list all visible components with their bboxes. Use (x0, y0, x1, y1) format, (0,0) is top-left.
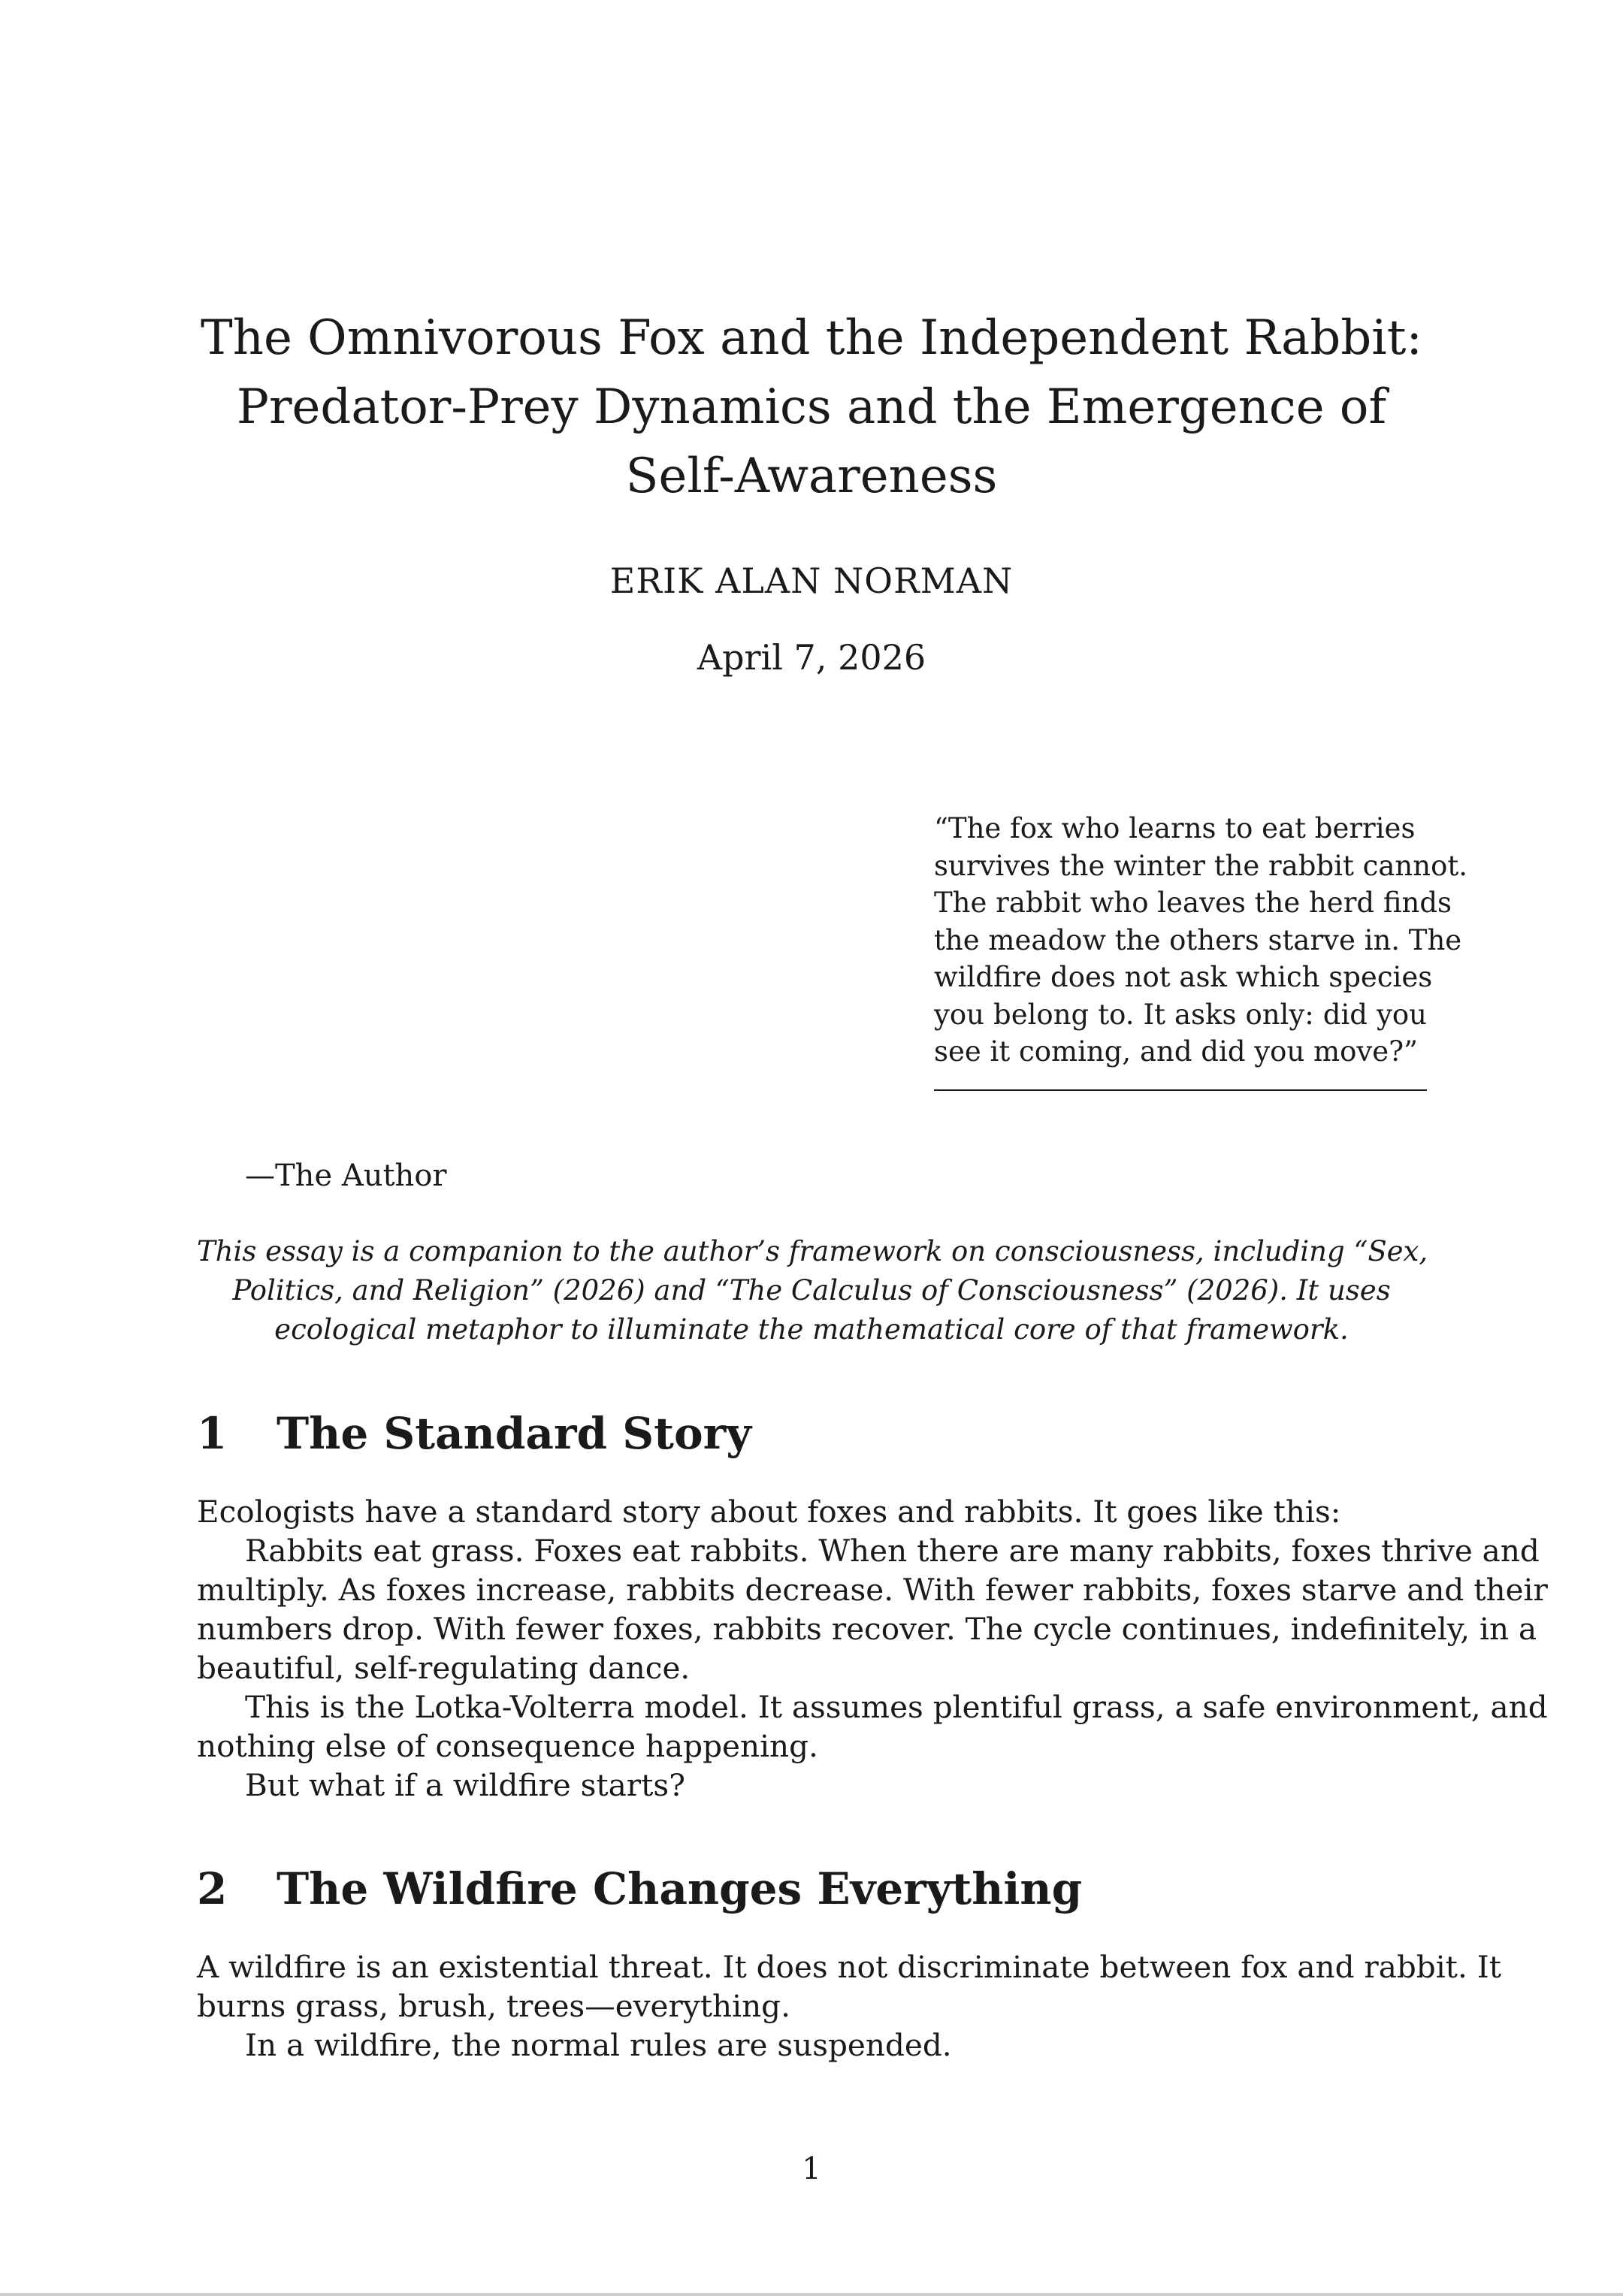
paragraph-line: But what if a wildfire starts? (245, 1767, 685, 1803)
paragraph-line: beautiful, self-regulating dance. (197, 1650, 691, 1686)
author-name: ERIK ALAN NORMAN (609, 560, 1014, 601)
companion-line: ecological metaphor to illuminate the mathematical core of that framework. (274, 1313, 1349, 1346)
page-bottom-edge (0, 2293, 1623, 2296)
epigraph-line: The rabbit who leaves the herd finds (934, 887, 1452, 919)
epigraph-line: “The fox who learns to eat berries (934, 812, 1416, 844)
publication-date: April 7, 2026 (697, 637, 926, 678)
section-title: The Wildfire Changes Everything (277, 1863, 1083, 1914)
paragraph-line: A wildfire is an existential threat. It does not discriminate between fox and rabbit. It (197, 1949, 1501, 1985)
section-heading (197, 1860, 1082, 1917)
paragraph-line: multiply. As foxes increase, rabbits decrease. With fewer rabbits, foxes starve and their (197, 1572, 1548, 1608)
epigraph-line: see it coming, and did you move?” (934, 1035, 1418, 1068)
paper-title (197, 304, 1426, 511)
title-line: The Omnivorous Fox and the Independent Rabbit: (201, 310, 1422, 366)
title-line: Self-Awareness (625, 449, 998, 504)
paragraph-line: This is the Lotka-Volterra model. It assumes plentiful grass, a safe environment, and (245, 1689, 1548, 1725)
companion-line: This essay is a companion to the author’s framework on consciousness, including “Sex, (197, 1235, 1428, 1267)
paragraph-line: Rabbits eat grass. Foxes eat rabbits. When there are many rabbits, foxes thrive and (245, 1533, 1540, 1569)
section-title: The Standard Story (277, 1408, 751, 1459)
paragraph-line: nothing else of consequence happening. (197, 1728, 818, 1764)
section-number: 1 (197, 1408, 228, 1459)
paragraph-line: Ecologists have a standard story about foxes and rabbits. It goes like this: (197, 1494, 1341, 1530)
epigraph-line: survives the winter the rabbit cannot. (934, 849, 1467, 882)
companion-line: Politics, and Religion” (2026) and “The Calculus of Consciousness” (2026). It uses (232, 1274, 1391, 1307)
title-line: Predator-Prey Dynamics and the Emergence of (236, 379, 1387, 435)
epigraph-line: you belong to. It asks only: did you (934, 998, 1427, 1031)
epigraph-quote (934, 810, 1467, 1071)
section-heading (197, 1405, 751, 1462)
companion-note (197, 1232, 1426, 1349)
epigraph-attribution: —The Author (245, 1159, 447, 1193)
epigraph-divider (934, 1089, 1427, 1091)
paragraph-line: numbers drop. With fewer foxes, rabbits recover. The cycle continues, indefinitely, in a (197, 1611, 1537, 1647)
paragraph-line: In a wildfire, the normal rules are suspended. (245, 2027, 952, 2063)
section-number: 2 (197, 1863, 228, 1914)
page-number: 1 (802, 2152, 821, 2186)
epigraph-line: the meadow the others starve in. The (934, 923, 1462, 956)
paragraph-line: burns grass, brush, trees—everything. (197, 1988, 790, 2024)
epigraph-line: wildfire does not ask which species (934, 961, 1433, 993)
